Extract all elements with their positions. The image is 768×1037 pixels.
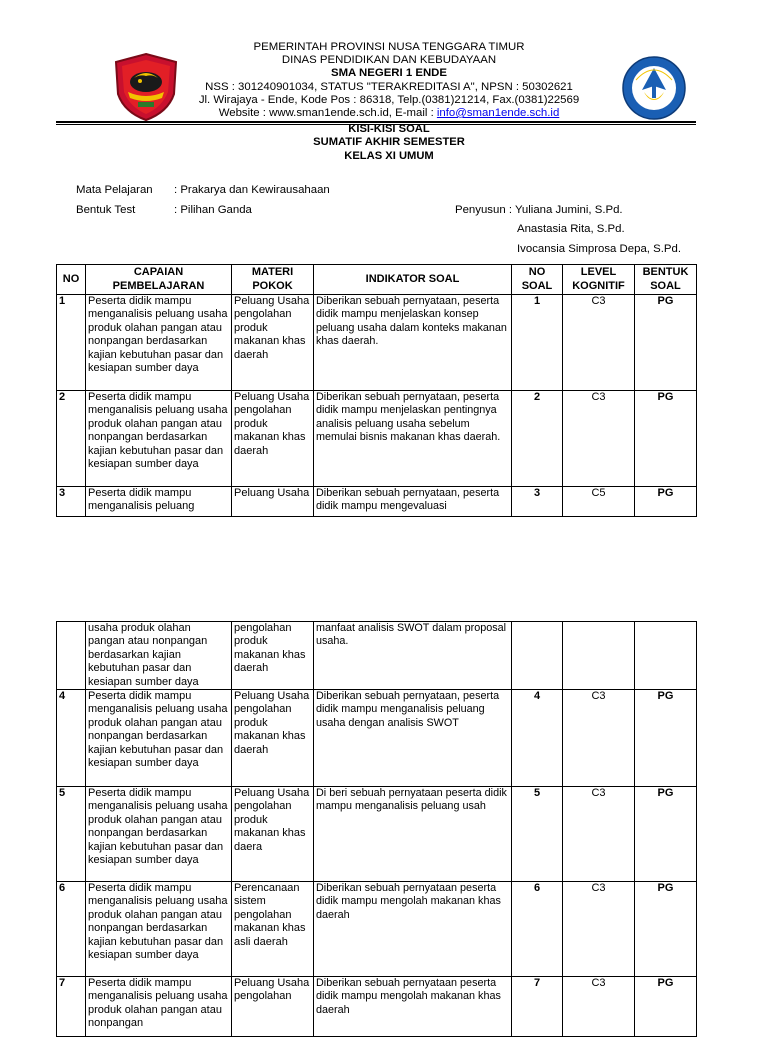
table-header-row [57,265,697,295]
row-no: 1 [57,295,86,391]
header-no-soal: NO SOAL [512,265,563,295]
row-level: C3 [563,295,635,391]
row-level: C3 [563,787,635,882]
table-row [57,391,697,487]
row-capaian: usaha produk olahan pangan atau nonpangan berdasarkan kajian kebutuhan pasar dan kesiapan sumber daya [86,622,232,690]
row-no [57,622,86,690]
row-no: 2 [57,391,86,487]
penyusun-3: Ivocansia Simprosa Depa, S.Pd. [517,243,681,255]
mapel-value: : Prakarya dan Kewirausahaan [174,184,330,196]
kisi-kisi-table [56,264,697,517]
row-no-soal: 4 [512,690,563,787]
row-materi: Peluang Usaha pengolahan produk makanan khas daerah [232,391,314,487]
row-capaian: Peserta didik mampu menganalisis peluang usaha produk olahan pangan atau nonpangan berdasarkan kajian kebutuhan pasar dan kesiapan sumber daya [86,295,232,391]
row-level: C3 [563,690,635,787]
row-bentuk: PG [635,882,697,977]
email-link[interactable]: info@sman1ende.sch.id [436,107,560,120]
table-row [57,295,697,391]
row-indikator: Diberikan sebuah pernyataan, peserta didik mampu menjelaskan konsep peluang usaha dalam konteks makanan khas daerah. [314,295,512,391]
row-level [563,622,635,690]
header-capaian: CAPAIAN PEMBELAJARAN [86,265,232,295]
title-kelas: KELAS XI UMUM [344,149,434,162]
header-bentuk: BENTUK SOAL [635,265,697,295]
document-titles [180,123,598,163]
bentuk-value: : Pilihan Ganda [174,204,252,216]
row-indikator: manfaat analisis SWOT dalam proposal usaha. [314,622,512,690]
row-materi: pengolahan produk makanan khas daerah [232,622,314,690]
table-row [57,622,697,690]
header-materi: MATERI POKOK [232,265,314,295]
row-materi: Peluang Usaha [232,487,314,517]
row-materi: Peluang Usaha pengolahan produk makanan khas daerah [232,690,314,787]
row-indikator: Di beri sebuah pernyataan peserta didik mampu menganalisis peluang usah [314,787,512,882]
row-capaian: Peserta didik mampu menganalisis peluang usaha produk olahan pangan atau nonpangan berdasarkan kajian kebutuhan pasar dan kesiapan sumber daya [86,787,232,882]
row-capaian: Peserta didik mampu menganalisis peluang usaha produk olahan pangan atau nonpangan berdasarkan kajian kebutuhan pasar dan kesiapan sumber daya [86,690,232,787]
bentuk-label: Bentuk Test [76,204,136,216]
row-no-soal: 2 [512,391,563,487]
row-indikator: Diberikan sebuah pernyataan peserta didik mampu mengolah makanan khas daerah [314,882,512,977]
row-no-soal: 7 [512,977,563,1037]
header-level: LEVEL KOGNITIF [563,265,635,295]
penyusun-1: Penyusun : Yuliana Jumini, S.Pd. [455,204,623,216]
row-indikator: Diberikan sebuah pernyataan peserta didik mampu mengolah makanan khas daerah [314,977,512,1037]
row-bentuk [635,622,697,690]
row-indikator: Diberikan sebuah pernyataan, peserta didik mampu menganalisis peluang usaha dengan analisis SWOT [314,690,512,787]
row-level: C3 [563,391,635,487]
row-no: 6 [57,882,86,977]
row-no: 4 [57,690,86,787]
row-capaian: Peserta didik mampu menganalisis peluang usaha produk olahan pangan atau nonpangan berdasarkan kajian kebutuhan pasar dan kesiapan sumber daya [86,882,232,977]
row-level: C3 [563,882,635,977]
row-capaian: Peserta didik mampu menganalisis peluang [86,487,232,517]
school-website [180,107,598,120]
mapel-label: Mata Pelajaran [76,184,153,196]
letterhead-line1: PEMERINTAH PROVINSI NUSA TENGGARA TIMUR [253,41,525,53]
row-no-soal: 5 [512,787,563,882]
row-bentuk: PG [635,487,697,517]
letterhead-line2: DINAS PENDIDIKAN DAN KEBUDAYAAN [281,54,497,67]
row-materi: Peluang Usaha pengolahan produk makanan khas daerah [232,295,314,391]
table-row [57,487,697,517]
title-kisi-kisi: KISI-KISI SOAL [348,123,430,135]
row-materi: Perencanaan sistem pengolahan makanan khas asli daerah [232,882,314,977]
school-address: Jl. Wirajaya - Ende, Kode Pos : 86318, Telp.(0381)21214, Fax.(0381)22569 [198,93,580,106]
school-name: SMA NEGERI 1 ENDE [330,67,448,80]
row-no-soal: 1 [512,295,563,391]
tut-wuri-handayani-icon [622,56,686,120]
row-bentuk: PG [635,787,697,882]
row-level: C3 [563,977,635,1037]
school-nss: NSS : 301240901034, STATUS "TERAKREDITASI A", NPSN : 50302621 [205,80,573,93]
row-bentuk: PG [635,690,697,787]
header-indikator: INDIKATOR SOAL [314,265,512,295]
row-bentuk: PG [635,295,697,391]
row-no-soal: 3 [512,487,563,517]
row-capaian: Peserta didik mampu menganalisis peluang usaha produk olahan pangan atau nonpangan berdasarkan kajian kebutuhan pasar dan kesiapan sumber daya [86,391,232,487]
row-no: 7 [57,977,86,1037]
title-sumatif: SUMATIF AKHIR SEMESTER [313,136,465,149]
row-materi: Peluang Usaha pengolahan [232,977,314,1037]
table-row [57,977,697,1037]
kisi-kisi-table-continued [56,621,697,1037]
table-row [57,882,697,977]
row-indikator: Diberikan sebuah pernyataan, peserta didik mampu mengevaluasi [314,487,512,517]
table-row [57,787,697,882]
row-no: 3 [57,487,86,517]
row-no-soal: 6 [512,882,563,977]
row-materi: Peluang Usaha pengolahan produk makanan khas daera [232,787,314,882]
row-no-soal [512,622,563,690]
row-indikator: Diberikan sebuah pernyataan, peserta didik mampu menjelaskan pentingnya analisis peluang usaha sebelum memulai bisnis makanan khas daerah. [314,391,512,487]
provincial-crest-icon [112,52,180,122]
row-capaian: Peserta didik mampu menganalisis peluang usaha produk olahan pangan atau nonpangan [86,977,232,1037]
header-no: NO [57,265,86,295]
letterhead [180,41,598,120]
row-level: C5 [563,487,635,517]
website-text: Website : www.sman1ende.sch.id, E-mail : [218,107,437,120]
table-row [57,690,697,787]
penyusun-2: Anastasia Rita, S.Pd. [517,223,625,235]
row-no: 5 [57,787,86,882]
row-bentuk: PG [635,391,697,487]
row-bentuk: PG [635,977,697,1037]
